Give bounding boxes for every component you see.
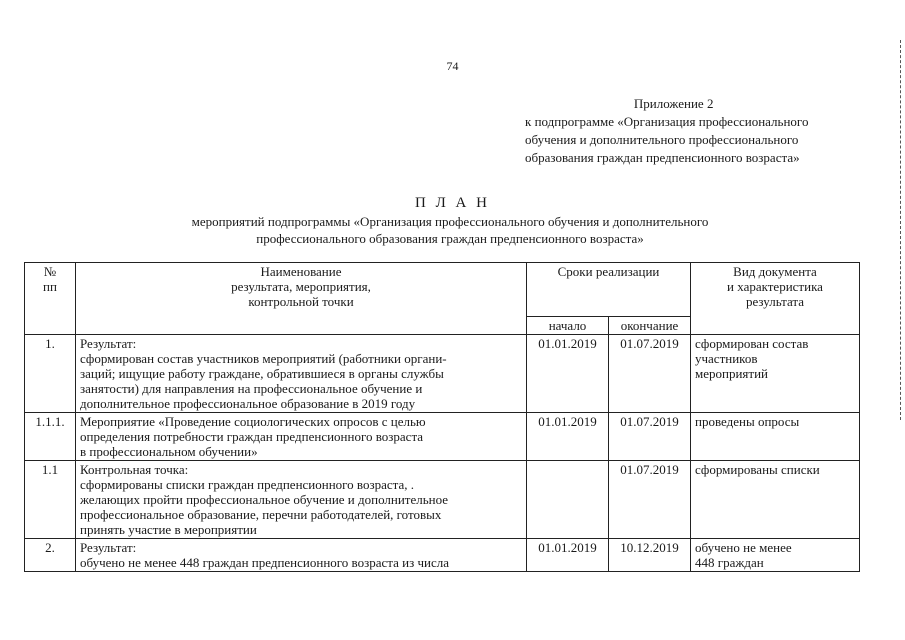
row-result xyxy=(691,335,860,413)
row-start-date: 01.01.2019 xyxy=(527,539,609,572)
row-name xyxy=(76,413,527,461)
header-no xyxy=(25,263,76,335)
table-row xyxy=(25,413,860,461)
row-result-line: сформированы списки xyxy=(695,462,820,477)
header-result-line: Вид документа xyxy=(733,264,817,279)
header-end: окончание xyxy=(609,317,691,335)
row-start-date: 01.01.2019 xyxy=(527,413,609,461)
row-result-line: участников xyxy=(695,351,758,366)
row-name-line: дополнительное профессиональное образование в 2019 году xyxy=(80,396,416,411)
row-name xyxy=(76,461,527,539)
header-result-line: результата xyxy=(745,294,805,309)
row-end-date: 10.12.2019 xyxy=(609,539,691,572)
row-result-line: 448 граждан xyxy=(695,555,764,570)
table-row xyxy=(25,335,860,413)
row-name xyxy=(76,335,527,413)
table-row xyxy=(25,461,860,539)
header-name xyxy=(76,263,527,335)
table-row xyxy=(25,539,860,572)
row-end-date: 01.07.2019 xyxy=(609,461,691,539)
row-name-line: принять участие в мероприятии xyxy=(80,522,257,537)
row-name-line: Результат: xyxy=(80,540,137,555)
row-number: 1. xyxy=(25,335,76,413)
row-end-date: 01.07.2019 xyxy=(609,335,691,413)
row-name-line: сформированы списки граждан предпенсионного возраста, . xyxy=(80,477,415,492)
document-title: П Л А Н xyxy=(415,195,490,211)
row-result-line: сформирован состав xyxy=(695,336,809,351)
row-name xyxy=(76,539,527,572)
row-result-line: мероприятий xyxy=(695,366,768,381)
subtitle-line: профессионального образования граждан предпенсионного возраста» xyxy=(256,231,644,246)
document-subtitle xyxy=(110,213,790,247)
row-result-line: проведены опросы xyxy=(695,414,800,429)
row-name-line: Контрольная точка: xyxy=(80,462,189,477)
appendix-line: к подпрограмме «Организация профессионального xyxy=(525,114,809,129)
header-start: начало xyxy=(527,317,609,335)
row-name-line: занятости) для направления на профессиональное обучение и xyxy=(80,381,423,396)
header-name-line: Наименование xyxy=(260,264,342,279)
row-name-line: профессиональное образование, перечни работодателей, готовых xyxy=(80,507,442,522)
appendix-block xyxy=(525,95,808,167)
row-name-line: Результат: xyxy=(80,336,137,351)
subtitle-line: мероприятий подпрограммы «Организация профессионального обучения и дополнительного xyxy=(191,214,709,229)
row-end-date: 01.07.2019 xyxy=(609,413,691,461)
scan-edge-mark xyxy=(900,40,905,420)
page-number: 74 xyxy=(446,59,459,73)
row-name-line: Мероприятие «Проведение социологических опросов с целью xyxy=(80,414,426,429)
plan-table xyxy=(24,262,860,572)
row-name-line: заций; ищущие работу граждане, обратившиеся в органы службы xyxy=(80,366,444,381)
header-no-abbr: пп xyxy=(43,279,57,294)
header-terms: Сроки реализации xyxy=(527,263,691,317)
row-name-line: в профессиональном обучении» xyxy=(80,444,258,459)
row-result-line: обучено не менее xyxy=(695,540,792,555)
header-name-line: результата, мероприятия, xyxy=(231,279,371,294)
row-result xyxy=(691,413,860,461)
appendix-line: образования граждан предпенсионного возраста» xyxy=(525,150,800,165)
row-number: 2. xyxy=(25,539,76,572)
row-name-line: сформирован состав участников мероприятий (работники органи- xyxy=(80,351,447,366)
row-number: 1.1.1. xyxy=(25,413,76,461)
row-start-date: 01.01.2019 xyxy=(527,335,609,413)
appendix-line: обучения и дополнительного профессионального xyxy=(525,132,799,147)
row-result xyxy=(691,539,860,572)
header-name-line: контрольной точки xyxy=(248,294,354,309)
row-name-line: обучено не менее 448 граждан предпенсионного возраста из числа xyxy=(80,555,449,570)
header-no-symbol: № xyxy=(43,264,57,279)
header-result xyxy=(691,263,860,335)
plan-table-body xyxy=(25,335,860,572)
header-row xyxy=(25,263,860,317)
row-name-line: желающих пройти профессиональное обучение и дополнительное xyxy=(80,492,449,507)
row-start-date xyxy=(527,461,609,539)
row-result xyxy=(691,461,860,539)
row-number: 1.1 xyxy=(25,461,76,539)
appendix-title: Приложение 2 xyxy=(633,96,714,111)
header-result-line: и характеристика xyxy=(727,279,823,294)
row-name-line: определения потребности граждан предпенсионного возраста xyxy=(80,429,424,444)
